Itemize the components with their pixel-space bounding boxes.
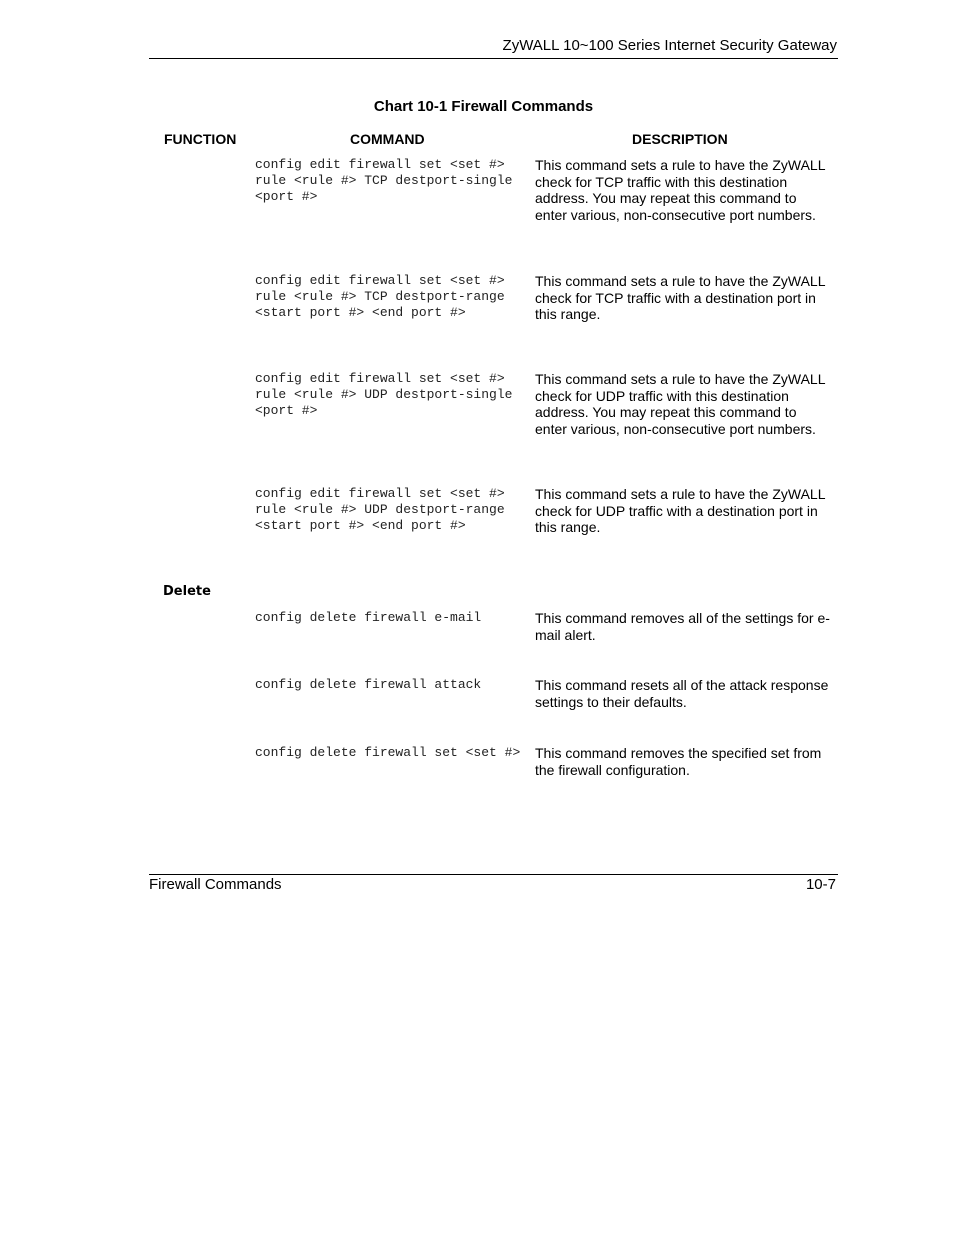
- page-header: [149, 36, 838, 59]
- description-text: This command sets a rule to have the ZyWALL check for UDP traffic with a destination port in this range.: [535, 486, 825, 535]
- footer-section-title: Firewall Commands: [149, 876, 282, 893]
- column-header-command: COMMAND: [350, 131, 425, 147]
- description-text: This command sets a rule to have the ZyWALL check for TCP traffic with a destination port in this range.: [535, 273, 825, 322]
- command-text: config edit firewall set <set #> rule <rule #> TCP destport-single <port #>: [255, 157, 529, 204]
- section-label-delete: Delete: [163, 584, 211, 599]
- page-footer: [149, 874, 838, 894]
- description-text: This command resets all of the attack response settings to their defaults.: [535, 677, 829, 710]
- command-text: config delete firewall attack: [255, 677, 482, 692]
- command-text: config edit firewall set <set #> rule <rule #> UDP destport-single <port #>: [255, 371, 529, 418]
- command-text: config edit firewall set <set #> rule <rule #> UDP destport-range <start port #> <end port #>: [255, 486, 513, 533]
- column-header-function: FUNCTION: [164, 131, 237, 147]
- command-text: config delete firewall set <set #>: [255, 745, 521, 760]
- chart-title: Chart 10-1 Firewall Commands: [373, 98, 594, 115]
- command-text: config delete firewall e-mail: [255, 610, 482, 625]
- description-text: This command removes all of the settings for e-mail alert.: [535, 610, 830, 643]
- description-text: This command sets a rule to have the ZyWALL check for UDP traffic with this destination address. You may repeat this command to enter various, non-consecutive port numbers.: [535, 371, 825, 437]
- command-text: config edit firewall set <set #> rule <rule #> TCP destport-range <start port #> <end port #>: [255, 273, 513, 320]
- description-text: This command sets a rule to have the ZyWALL check for TCP traffic with this destination address. You may repeat this command to enter various, non-consecutive port numbers.: [535, 157, 825, 223]
- header-title: ZyWALL 10~100 Series Internet Security Gateway: [502, 37, 837, 54]
- page-number: 10-7: [805, 876, 836, 893]
- column-header-description: DESCRIPTION: [632, 131, 728, 147]
- description-text: This command removes the specified set from the firewall configuration.: [535, 745, 822, 778]
